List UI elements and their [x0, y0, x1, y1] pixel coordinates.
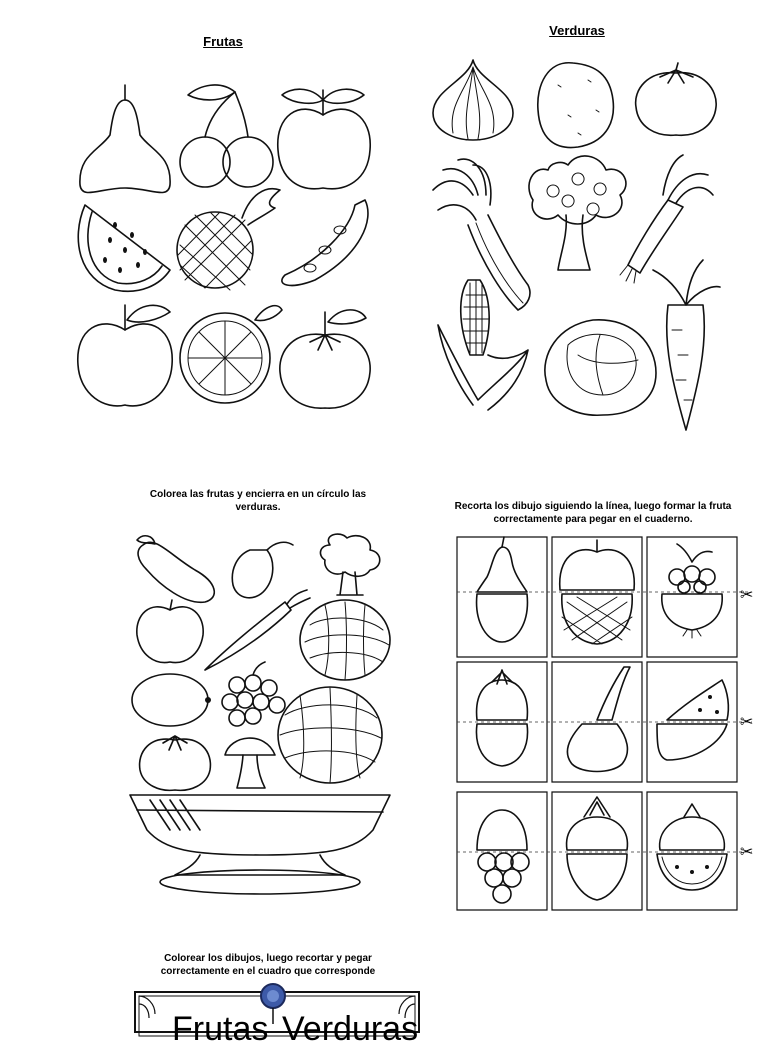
- potato-icon: [538, 63, 614, 148]
- watermelon-icon: [300, 600, 390, 680]
- scissors-icon: ✂: [740, 842, 754, 861]
- banana-icon: [282, 200, 368, 285]
- apple-icon: [137, 600, 203, 663]
- recorta-puzzle-grid: [452, 532, 768, 912]
- grapes-icon: [222, 662, 285, 726]
- watermelon-icon: [278, 687, 382, 783]
- watermelon-slice-icon: [78, 205, 170, 291]
- recorta-instructions: Recorta los dibujo siguiendo la línea, luego formar la fruta correctamente para pegar en el cuaderno.: [454, 501, 732, 525]
- broccoli-icon: [320, 534, 379, 595]
- cherries-icon: [180, 85, 273, 187]
- bottom-verduras-label: Verduras: [282, 1010, 419, 1048]
- broccoli-icon: [529, 156, 626, 270]
- verduras-illustration: [428, 55, 728, 435]
- apple-icon: [278, 89, 370, 189]
- onion-icon: [433, 60, 513, 140]
- lemon-icon: [132, 674, 211, 726]
- pear-icon: [232, 542, 293, 598]
- pear-icon: [80, 85, 170, 193]
- tomato-icon: [636, 63, 717, 135]
- tomato-icon: [280, 310, 370, 408]
- orange-slice-icon: [180, 306, 282, 403]
- cabbage-icon: [545, 320, 656, 415]
- carrot-icon: [653, 260, 720, 430]
- puzzle-row-2: [457, 662, 752, 782]
- pineapple-icon: [177, 189, 280, 290]
- scissors-icon: ✂: [740, 585, 754, 604]
- verduras-title: Verduras: [549, 23, 605, 38]
- colorea-illustration: [125, 530, 395, 905]
- frutas-title: Frutas: [203, 34, 243, 49]
- eggplant-icon: [137, 536, 214, 603]
- frutas-illustration: [70, 80, 390, 430]
- bottom-frutas-label: Frutas: [172, 1010, 269, 1048]
- fruit-bowl-icon: [130, 795, 390, 894]
- colorea-instructions: Colorea las frutas y encierra en un círculo las verduras.: [149, 489, 367, 513]
- scissors-icon: ✂: [740, 712, 754, 731]
- celery-icon: [433, 159, 530, 310]
- apple-icon: [78, 305, 172, 406]
- carrot-icon: [205, 590, 310, 670]
- puzzle-row-3: [457, 792, 752, 910]
- mushroom-icon: [225, 738, 275, 788]
- colorear-instructions: Colorear los dibujos, luego recortar y pegar correctamente en el cuadro que corresponde: [160, 953, 376, 977]
- corn-icon: [438, 280, 528, 410]
- puzzle-row-1: [457, 537, 752, 657]
- tomato-icon: [140, 736, 211, 790]
